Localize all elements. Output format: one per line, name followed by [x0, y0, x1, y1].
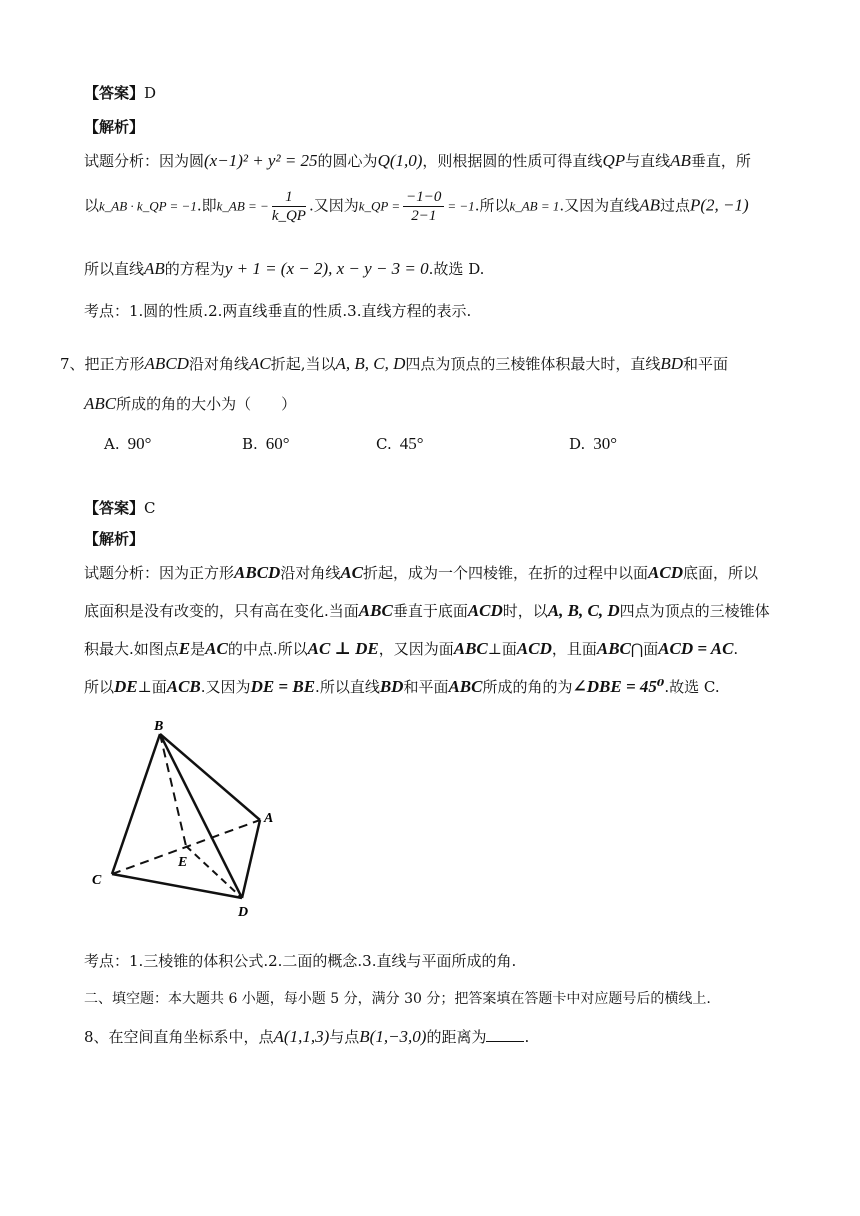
text: 和平面 [403, 678, 449, 696]
q6-kaodian: 考点：1.圆的性质.2.两直线垂直的性质.3.直线方程的表示. [84, 302, 472, 320]
text: 的方程为 [164, 260, 225, 278]
option-value: 30° [593, 434, 618, 453]
q7-answer [84, 497, 800, 518]
text: 的中点.所以 [227, 640, 308, 658]
math: k_AB = − [216, 198, 269, 214]
math: ABC [596, 639, 631, 658]
text: 沿对角线 [280, 564, 341, 582]
edge-ba [160, 734, 260, 820]
option-b [242, 434, 290, 454]
text: 沿对角线 [188, 355, 249, 373]
text: 底面积是没有改变的，只有高在变化.当面 [84, 602, 359, 620]
text: .又因为 [308, 196, 359, 215]
text: ，且面 [551, 640, 597, 658]
option-letter: B. [242, 435, 258, 453]
text: 折起,当以 [270, 355, 336, 373]
math: ∠DBE = 45⁰ [572, 677, 665, 696]
text: . [733, 640, 739, 658]
text: 试题分析：因为圆 [84, 152, 205, 170]
text: 积最大.如图点 [84, 640, 179, 658]
math: k_QP = [358, 198, 401, 214]
math: ACD [467, 601, 503, 620]
text: ，又因为面 [378, 640, 454, 658]
math: ABCD [144, 354, 189, 373]
math: AC [205, 639, 228, 658]
math: ABC [453, 639, 488, 658]
option-value: 60° [265, 434, 290, 453]
math: BD [379, 677, 404, 696]
text: ⊥面 [137, 678, 167, 696]
label-c: C [92, 873, 102, 888]
math: ABC [358, 601, 393, 620]
option-letter: A. [104, 435, 120, 453]
q6-analysis-line-3 [84, 258, 800, 279]
text: .又因为 [200, 678, 251, 696]
option-value: 90° [127, 434, 152, 453]
math: QP [602, 151, 626, 170]
math: = −1 [447, 198, 475, 214]
label-e: E [178, 855, 188, 870]
text: 过点 [659, 196, 690, 215]
option-c [376, 434, 424, 454]
text: .即 [196, 196, 217, 215]
answer-blank[interactable] [486, 1027, 524, 1042]
math: ABCD [234, 563, 281, 582]
math: AC [340, 563, 364, 582]
pyramid-figure [84, 718, 304, 918]
math: AB [144, 259, 165, 278]
option-letter: D. [569, 435, 586, 453]
text: 以 [84, 196, 100, 215]
option-a [104, 434, 151, 454]
text: 所成的角的为 [482, 678, 573, 696]
answer-value: C [144, 499, 156, 517]
q6-analysis-line-1 [84, 150, 800, 171]
q6-analysis-label: 【解析】 [84, 118, 145, 136]
text: 所成的角的大小为（ ） [116, 395, 297, 413]
math: P(2, −1) [689, 195, 749, 215]
q7-kaodian: 考点：1.三棱锥的体积公式.2.二面的概念.3.直线与平面所成的角. [84, 952, 517, 970]
text: 与直线 [625, 152, 671, 170]
text: 所以直线 [84, 260, 145, 278]
edge-cd [112, 874, 242, 898]
math: DE = BE [250, 677, 316, 696]
numerator: 1 [272, 188, 306, 207]
q7-analysis-line-1 [84, 562, 800, 583]
option-value: 45° [399, 434, 424, 453]
fraction [403, 188, 444, 225]
text: 与点 [329, 1028, 360, 1046]
label-b: B [154, 719, 164, 734]
text: 时，以 [502, 602, 548, 620]
text: 四点为顶点的三棱锥体 [619, 602, 770, 620]
text: .故选 C. [664, 678, 720, 696]
edge-bc [112, 734, 160, 874]
text: 7、把正方形 [60, 355, 145, 373]
denominator: 2−1 [411, 208, 437, 224]
math: y + 1 = (x − 2), x − y − 3 = 0 [224, 259, 429, 278]
text: 试题分析：因为正方形 [84, 564, 235, 582]
text: 8、在空间直角坐标系中，点 [84, 1028, 274, 1046]
fraction [272, 188, 306, 225]
q7-analysis-line-4 [84, 676, 800, 697]
denominator: k_QP [271, 208, 306, 224]
label-d: D [238, 905, 249, 918]
math: ACD = AC [658, 639, 734, 658]
math: A, B, C, D [547, 601, 620, 620]
text: 和平面 [683, 355, 729, 373]
option-d [569, 434, 617, 454]
text: 的距离为 [426, 1028, 487, 1046]
math: BD [660, 354, 684, 373]
q7-analysis-line-3 [84, 638, 800, 659]
edge-bd [160, 734, 242, 898]
text: 的圆心为 [317, 152, 378, 170]
math: DE [114, 677, 138, 696]
answer-value: D [144, 84, 157, 102]
option-letter: C. [376, 435, 392, 453]
q7-stem-line-1 [60, 353, 800, 374]
math: AB [639, 195, 660, 215]
numerator: −1−0 [403, 188, 444, 207]
text: . [524, 1028, 530, 1046]
math: E [178, 639, 191, 658]
math: A(1,1,3) [273, 1027, 330, 1046]
label-a: A [264, 811, 274, 826]
math: ACD [516, 639, 552, 658]
text: ⋂面 [630, 640, 659, 658]
math: k_AB = 1 [509, 198, 560, 214]
math: (x−1)² + y² = 25 [204, 151, 318, 170]
math: ACB [166, 677, 201, 696]
text: 垂直，所 [690, 152, 751, 170]
text: .故选 D. [428, 260, 485, 278]
math: Q(1,0) [377, 151, 423, 170]
math: AB [670, 151, 691, 170]
math: ABC [448, 677, 483, 696]
math: AC ⊥ DE [307, 639, 379, 658]
q6-answer [84, 82, 800, 103]
text: ，则根据圆的性质可得直线 [422, 152, 603, 170]
text: ⊥面 [487, 640, 517, 658]
answer-label: 【答案】 [84, 499, 145, 517]
q6-analysis-line-2 [84, 188, 800, 225]
q7-analysis-label: 【解析】 [84, 530, 145, 548]
math: ABC [84, 394, 117, 413]
q7-stem-line-2 [84, 393, 800, 414]
edge-ad [242, 820, 260, 898]
math: A, B, C, D [335, 354, 406, 373]
text: .所以直线 [315, 678, 380, 696]
answer-label: 【答案】 [84, 84, 145, 102]
text: .所以 [474, 196, 510, 215]
text: 四点为顶点的三棱锥体积最大时，直线 [405, 355, 661, 373]
section-2-heading: 二、填空题：本大题共 6 小题，每小题 5 分，满分 30 分；把答案填在答题卡中对应题号后的横线上. [84, 991, 711, 1007]
q8-stem [84, 1026, 800, 1047]
math: B(1,−3,0) [359, 1027, 427, 1046]
q7-analysis-line-2 [84, 600, 800, 621]
text: 所以 [84, 678, 115, 696]
math: k_AB · k_QP = −1 [99, 198, 197, 214]
text: 是 [190, 640, 206, 658]
text: .又因为直线 [559, 196, 640, 215]
edge-be-dashed [160, 734, 186, 846]
math: ACD [648, 563, 683, 582]
math: AC [248, 354, 271, 373]
text: 垂直于底面 [392, 602, 468, 620]
text: 底面，所以 [683, 564, 759, 582]
text: 折起，成为一个四棱锥，在折的过程中以面 [363, 564, 649, 582]
